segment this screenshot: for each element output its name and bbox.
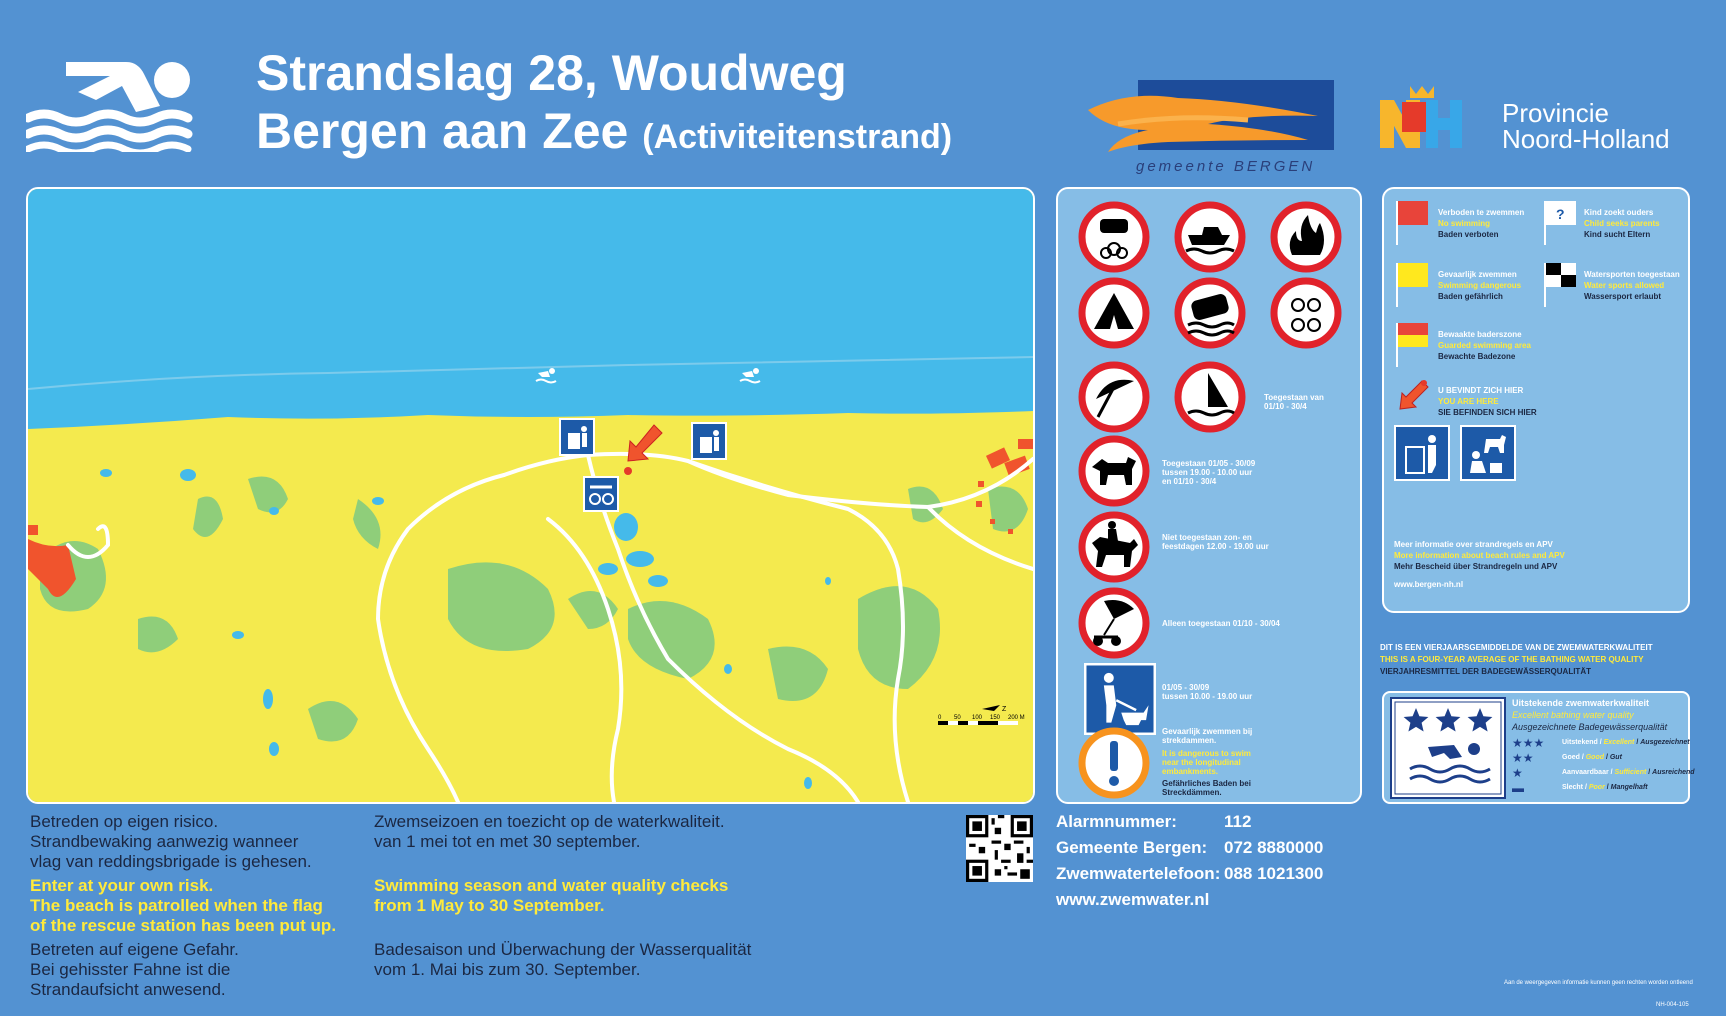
page-title-place: Bergen aan Zee [256,103,629,159]
scale-tick-label: 150 [990,715,1001,721]
star-rating-icon: ★ [1512,766,1523,780]
quality-scale-row: ★★★ Uitstekend / Excellent / Ausgezeichnet [1512,736,1690,750]
page-title-line1: Strandslag 28, Woudweg [256,45,847,101]
legend-here-nl: U BEVINDT ZICH HIER [1438,386,1524,395]
quality-scale-list [1512,736,1695,797]
sign-code: NH-004-105 [1656,1002,1689,1008]
more-info-nl: Meer informatie over strandregels en APV [1394,540,1553,549]
risk-en-line: The beach is patrolled when the flag [30,896,323,915]
water-quality-header [1380,642,1653,678]
risk-de-line: Strandaufsicht anwesend. [30,980,226,999]
scale-de: Mangelhaft [1610,784,1648,791]
bar-rating-icon: ▬ [1512,781,1524,795]
water-quality-header-en: THIS IS A FOUR-YEAR AVERAGE OF THE BATHING WATER QUALITY [1380,655,1644,664]
legend-guarded-de: Bewachte Badezone [1438,352,1516,361]
risk-notice [30,812,336,1000]
scale-nl: Goed [1562,754,1580,761]
legend-yellow-en: Swimming dangerous [1438,281,1522,290]
more-info-en: More information about beach rules and APV [1394,551,1565,560]
danger-note-en: embankments. [1162,767,1219,776]
dog-note-line: Toegestaan 01/05 - 30/09 [1162,459,1256,468]
legend-yellow-de: Baden gefährlich [1438,292,1503,301]
scale-en: Excellent [1603,739,1635,746]
legend-guarded-en: Guarded swimming area [1438,341,1531,350]
danger-note-de: Gefährliches Baden bei [1162,779,1251,788]
risk-en-line: of the rescue station has been put up. [30,916,337,935]
litter-bin-sign-icon [1394,425,1450,481]
alarm-label: Alarmnummer: [1056,812,1177,831]
dog-on-leash-sign-icon [1084,663,1156,735]
windsurf-note-line: 01/10 - 30/4 [1264,402,1307,411]
scale-tick-label: 200 M [1008,715,1025,721]
star-rating-icon: ★★ [1512,751,1534,765]
beach-map [26,187,1035,804]
quality-scale-row: ★★ Goed / Good / Gut [1512,751,1622,765]
scale-tick-label: 0 [938,715,942,721]
legend-checker-de: Wassersport erlaubt [1584,292,1662,301]
no-dogs-sign-icon [1078,435,1150,507]
no-windsurfing-sign-icon [1174,361,1246,433]
rating-de: Ausgezeichnete Badegewässerqualität [1512,722,1668,732]
scale-nl: Slecht [1562,784,1584,791]
water-quality-header-de: VIERJAHRESMITTEL DER BADEGEWÄSSERQUALITÄT [1380,667,1591,676]
scale-en: Good [1585,754,1605,761]
no-rafts-sign-icon [1174,277,1246,349]
red-flag-icon [1394,201,1430,245]
season-en-line: from 1 May to 30 September. [374,896,605,915]
no-kite-buggy-sign-icon [1078,587,1150,659]
province-name-line2: Noord-Holland [1502,124,1670,154]
danger-note-en: It is dangerous to swim [1162,749,1251,758]
flag-legend-panel [1382,187,1690,613]
no-horses-sign-icon [1078,511,1150,583]
legend-yellow-nl: Gevaarlijk zwemmen [1438,270,1517,279]
dog-note-line: en 01/10 - 30/4 [1162,477,1217,486]
rating-en: Excellent bathing water quality [1512,710,1634,720]
risk-en-line: Enter at your own risk. [30,876,214,895]
beach-rules-panel [1056,187,1362,804]
horse-note-line: Niet toegestaan zon- en [1162,533,1252,542]
horse-note-line: feestdagen 12.00 - 19.00 uur [1162,542,1269,551]
svg-text:?: ? [1556,206,1565,222]
gemeente-phone-number[interactable]: 072 8880000 [1224,838,1324,857]
bicycle-parking-icon [584,477,618,511]
danger-note-de: Streckdämmen. [1162,788,1222,797]
no-bicycles-sign-icon [1270,277,1342,349]
danger-note-en: near the longitudinal [1162,758,1241,767]
red-yellow-flag-icon [1394,323,1430,367]
no-fire-sign-icon [1270,201,1342,273]
alarm-number[interactable]: 112 [1224,812,1252,831]
risk-nl-line: vlag van reddingsbrigade is gehesen. [30,852,312,871]
water-quality-panel [1382,691,1695,804]
more-info-de: Mehr Bescheid über Strandregeln und APV [1394,562,1558,571]
no-parasol-sign-icon [1078,361,1150,433]
scale-nl: Uitstekend [1562,739,1598,746]
quality-scale-row: ★ Aanvaardbaar / Sufficient / Ausreichend [1512,766,1695,780]
legend-red-de: Baden verboten [1438,230,1499,239]
season-nl-line: van 1 mei tot en met 30 september. [374,832,641,851]
risk-nl-line: Strandbewaking aanwezig wanneer [30,832,299,851]
legend-checker-nl: Watersporten toegestaan [1584,270,1680,279]
water-quality-rating-badge [1390,697,1506,799]
zwemwater-phone-label: Zwemwatertelefoon: [1056,864,1221,883]
scale-de: Ausgezeichnet [1640,739,1690,746]
province-noord-holland-logo [1380,86,1464,150]
kite-note-line: Alleen toegestaan 01/10 - 30/04 [1162,619,1280,628]
north-arrow-label: Z [1002,706,1007,713]
zwemwater-phone-number[interactable]: 088 1021300 [1224,864,1324,883]
season-de-line: vom 1. Mai bis zum 30. September. [374,960,641,979]
swimmer-logo-icon [26,52,194,152]
legend-red-nl: Verboden te zwemmen [1438,208,1525,217]
dog-note-line: tussen 19.00 - 10.00 uur [1162,468,1253,477]
litter-bin-icon [692,423,726,459]
sea-area [28,189,1033,429]
legend-guarded-nl: Bewaakte baderszone [1438,330,1522,339]
legend-red-en: No swimming [1438,219,1491,228]
legend-checker-en: Water sports allowed [1584,281,1665,290]
scale-tick-label: 50 [954,715,961,721]
windsurf-note-line: Toegestaan van [1264,393,1324,402]
legend-here-de: SIE BEFINDEN SICH HIER [1438,408,1537,417]
leash-note-line: tussen 10.00 - 19.00 uur [1162,692,1253,701]
page-title-suffix: (Activiteitenstrand) [642,118,953,156]
warning-exclamation-sign-icon [1078,727,1150,799]
scale-en: Poor [1588,784,1605,791]
season-de-line: Badesaison und Überwachung der Wasserqualität [374,940,752,959]
no-motorboats-sign-icon [1174,201,1246,273]
zwemwater-website-link[interactable]: www.zwemwater.nl [1056,890,1210,909]
checkered-flag-icon [1542,263,1578,307]
scale-tick-label: 100 [972,715,983,721]
season-notice [374,812,751,980]
gemeente-bergen-wordmark: gemeente BERGEN [1136,158,1316,175]
season-nl-line: Zwemseizoen en toezicht op de waterkwaliteit. [374,812,725,831]
page-title-line2 [256,102,952,166]
qr-code[interactable] [966,815,1033,882]
danger-note-nl: strekdammen. [1162,736,1217,745]
risk-nl-line: Betreden op eigen risico. [30,812,219,831]
no-camping-sign-icon [1078,277,1150,349]
gemeente-phone-label: Gemeente Bergen: [1056,838,1208,857]
disclaimer-text: Aan de weergegeven informatie kunnen geen rechten worden ontleend [1504,980,1693,986]
you-are-here-arrow-icon [1394,379,1430,415]
province-name [1502,100,1670,152]
scale-de: Gut [1609,754,1622,761]
legend-child-de: Kind sucht Eltern [1584,230,1651,239]
quality-scale-row: ▬ Slecht / Poor / Mangelhaft [1512,781,1648,795]
province-name-line1: Provincie [1502,98,1609,128]
season-en-line: Swimming season and water quality checks [374,876,729,895]
scale-de: Ausreichend [1652,769,1695,776]
legend-here-en: YOU ARE HERE [1438,397,1499,406]
rating-nl: Uitstekende zwemwaterkwaliteit [1512,698,1650,708]
scale-nl: Aanvaardbaar [1562,769,1609,776]
child-seeks-parents-flag-icon [1542,201,1578,245]
litter-bin-icon [560,419,594,455]
legend-child-en: Child seeks parents [1584,219,1660,228]
risk-de-line: Bei gehisster Fahne ist die [30,960,231,979]
risk-de-line: Betreten auf eigene Gefahr. [30,940,239,959]
legend-child-nl: Kind zoekt ouders [1584,208,1654,217]
gemeente-website-link[interactable]: www.bergen-nh.nl [1394,580,1464,589]
star-rating-icon: ★★★ [1512,736,1545,750]
clean-up-after-dog-sign-icon [1460,425,1516,481]
no-cars-bikes-sign-icon [1078,201,1150,273]
scale-en: Sufficient [1614,769,1647,776]
leash-note-line: 01/05 - 30/09 [1162,683,1210,692]
water-quality-header-nl: DIT IS EEN VIERJAARSGEMIDDELDE VAN DE ZWEMWATERKWALITEIT [1380,643,1653,652]
yellow-flag-icon [1394,263,1430,307]
danger-note-nl: Gevaarlijk zwemmen bij [1162,727,1253,736]
